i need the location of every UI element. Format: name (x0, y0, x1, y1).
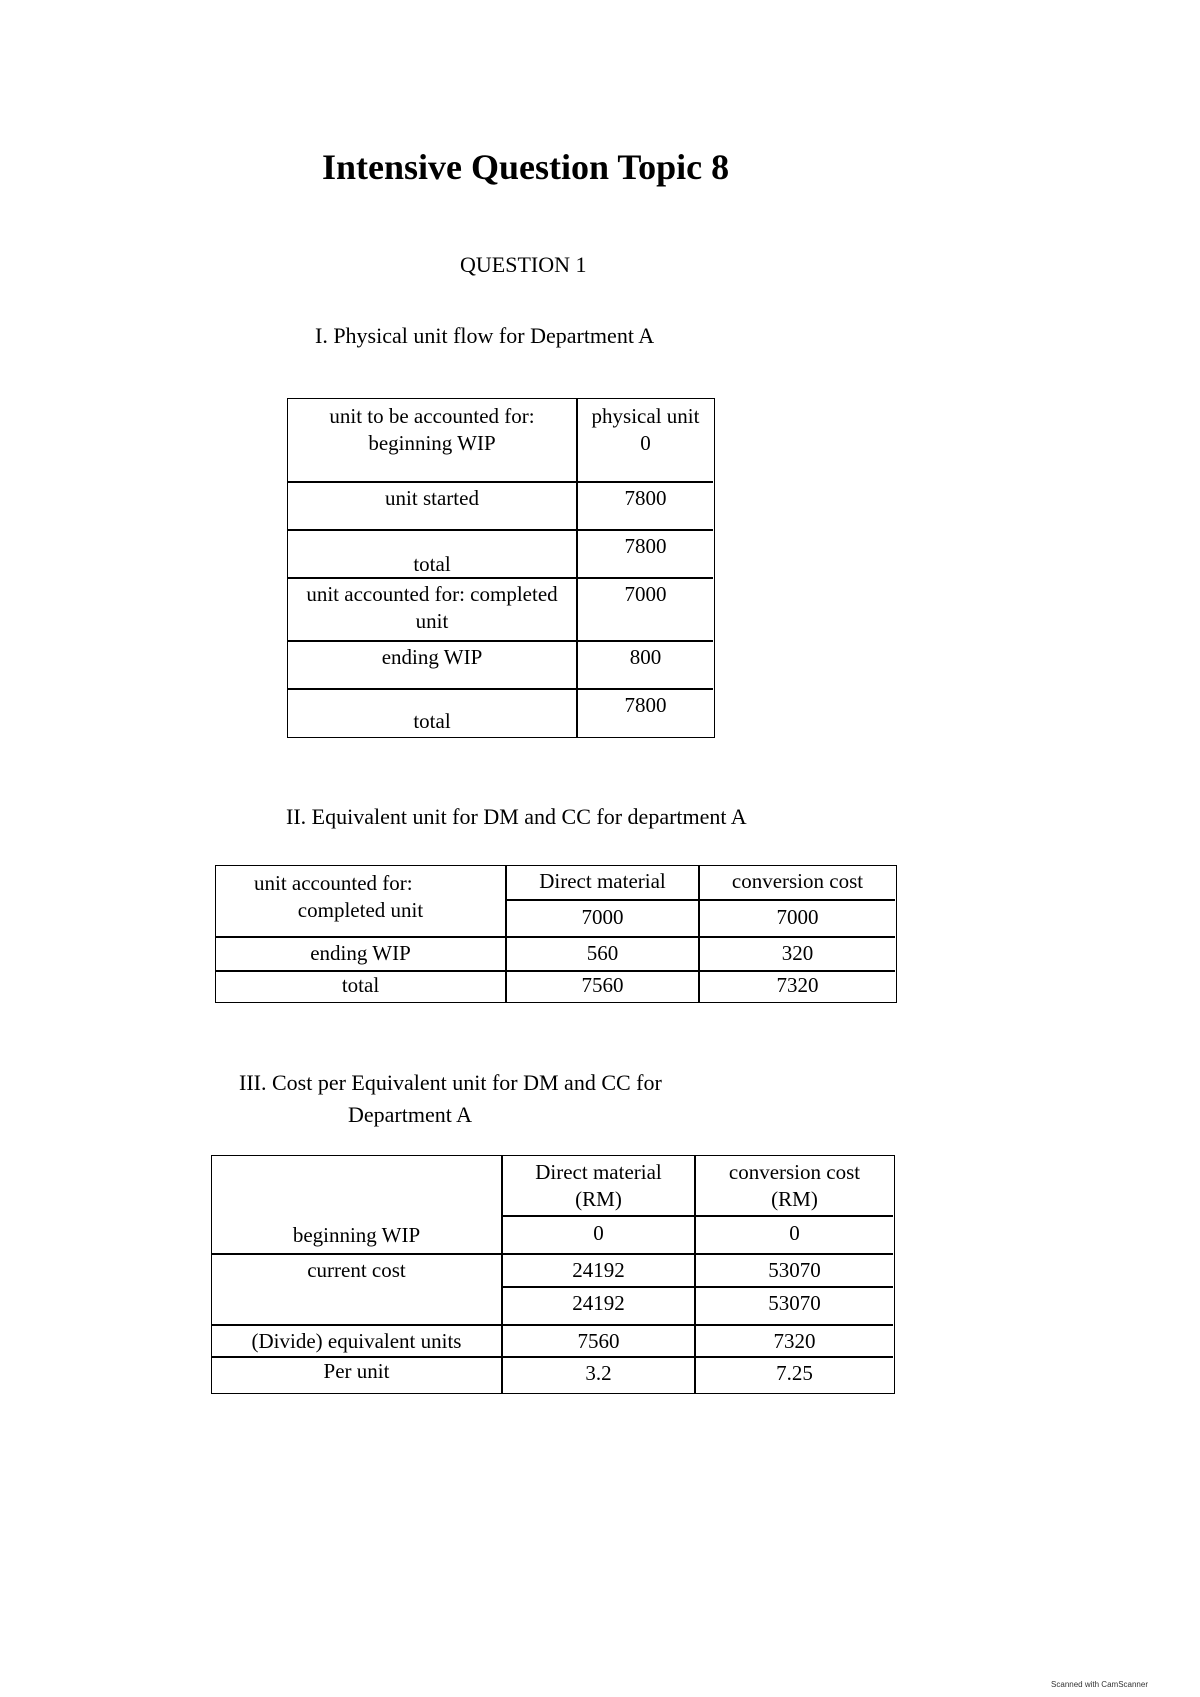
column-header: physical unit 0 (591, 404, 700, 455)
table-row-label: unit accounted for: completed unit (306, 582, 558, 633)
column-header: Direct material (539, 869, 666, 893)
table-row-label: current cost (307, 1258, 406, 1282)
table-cell: 320 (781, 941, 814, 965)
column-header: conversion cost (RM) (728, 1160, 861, 1211)
table-cell: 7560 (581, 973, 624, 997)
column-header: Direct material (RM) (535, 1160, 662, 1211)
table-cell: 0 (789, 1221, 800, 1245)
table-cell: 24192 (572, 1258, 625, 1282)
table-cell: 3.2 (585, 1361, 612, 1385)
section3-heading: III. Cost per Equivalent unit for DM and CC for Department A (239, 1070, 662, 1127)
section1-heading: I. Physical unit flow for Department A (315, 323, 655, 348)
physical-unit-table (287, 398, 715, 738)
page-title: Intensive Question Topic 8 (322, 147, 730, 187)
scanner-watermark: Scanned with CamScanner (1051, 1680, 1148, 1689)
column-header: conversion cost (731, 869, 864, 893)
table-cell: 7000 (776, 905, 819, 929)
table-row-label: (Divide) equivalent units (251, 1329, 462, 1353)
table-cell: 7560 (577, 1329, 620, 1353)
table-row-value: 7800 (624, 693, 667, 717)
table-row-label: ending WIP (381, 645, 483, 669)
table-cell: 53070 (768, 1258, 821, 1282)
cost-per-unit-table (211, 1155, 895, 1394)
table-row-label: Per unit (323, 1359, 390, 1383)
table-cell: 24192 (572, 1291, 625, 1315)
table-row-value: 7000 (624, 582, 667, 606)
table-row-label: beginning WIP (292, 1223, 421, 1247)
table-cell: 7000 (581, 905, 624, 929)
table-row-label: total (413, 709, 451, 733)
table-row-label: total (341, 973, 380, 997)
table-row-value: 800 (629, 645, 662, 669)
table-cell: 7320 (776, 973, 819, 997)
table-cell: 53070 (768, 1291, 821, 1315)
table-cell: 7.25 (776, 1361, 813, 1385)
table-row-value: 7800 (624, 486, 667, 510)
table-row-label: unit accounted for: completed unit (254, 871, 424, 922)
table-row-label: unit started (385, 486, 479, 510)
table-cell: 560 (586, 941, 619, 965)
table-row-value: 7800 (624, 534, 667, 558)
table-cell: 7320 (773, 1329, 816, 1353)
equivalent-unit-table (215, 865, 897, 1003)
question-heading: QUESTION 1 (460, 252, 587, 277)
table-cell: 0 (593, 1221, 604, 1245)
table-row-label: unit to be accounted for: beginning WIP (329, 404, 535, 455)
table-row-label: ending WIP (310, 941, 411, 965)
table-row-label: total (413, 552, 451, 576)
section2-heading: II. Equivalent unit for DM and CC for department A (286, 804, 747, 829)
